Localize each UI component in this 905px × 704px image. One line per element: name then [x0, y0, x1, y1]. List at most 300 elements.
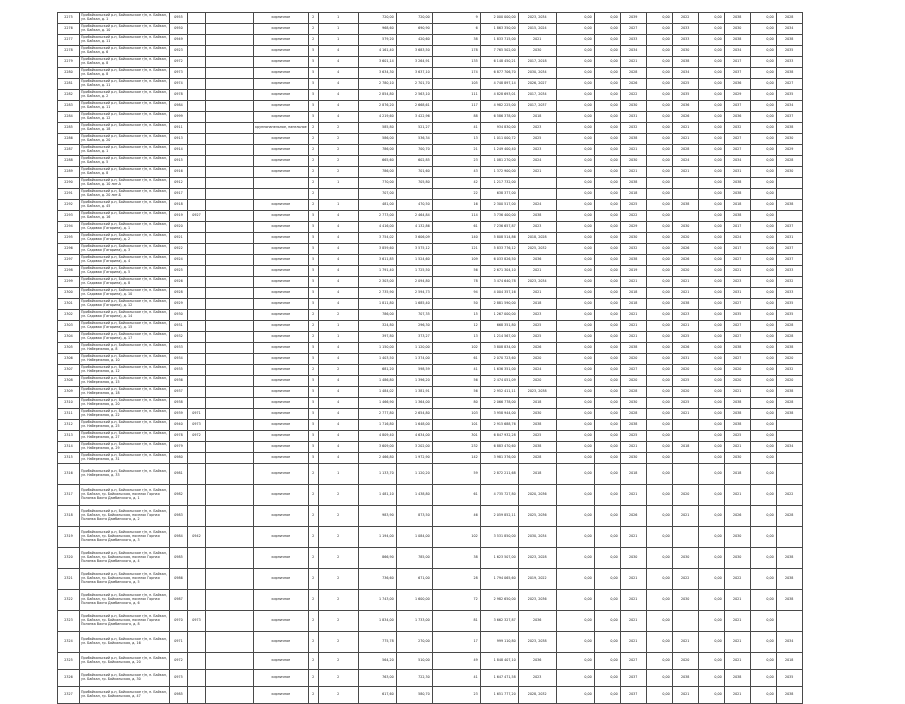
value-cell: 0,00	[750, 310, 776, 321]
residents-cell: 41	[432, 123, 480, 134]
entrances-cell: 4	[318, 453, 358, 464]
floors-cell: 2	[308, 653, 318, 670]
year-cell: 2030	[724, 527, 750, 548]
table-row	[58, 453, 803, 464]
row-number: 2327	[58, 687, 80, 704]
row-number: 2285	[58, 123, 80, 134]
code2-cell	[188, 90, 206, 101]
value-cell: 0,00	[646, 233, 672, 244]
code2-cell	[188, 332, 206, 343]
year-cell: 2037	[724, 101, 750, 112]
repair-years-cell: 2023	[518, 222, 556, 233]
address-cell: Прибайкальский р-н, Байкальское г/п, п. Байкал, ул. Байкал, д. 8	[80, 57, 170, 68]
code2-cell	[188, 288, 206, 299]
cost-cell: 3 958 944,00	[480, 409, 518, 420]
table-row	[58, 255, 803, 266]
living-area-cell: 1 685,40	[396, 299, 432, 310]
value-cell: 0,00	[698, 24, 724, 35]
code2-cell	[188, 101, 206, 112]
year-cell: 2030	[776, 134, 802, 145]
value-cell: 0,00	[646, 123, 672, 134]
entrances-cell: 4	[318, 112, 358, 123]
year-cell: 2029	[776, 145, 802, 156]
address-cell: Прибайкальский р-н, Байкальское г/п, п. Байкал, ул. Садовая (Гагарина), д. 4	[80, 255, 170, 266]
empty-cell	[206, 288, 254, 299]
year-cell: 2022	[776, 485, 802, 506]
row-number: 2291	[58, 189, 80, 200]
year-cell: 2033	[776, 266, 802, 277]
year-cell: 2027	[724, 255, 750, 266]
empty-cell	[206, 590, 254, 611]
code-cell: 0921	[170, 233, 188, 244]
floors-cell: 2	[308, 13, 318, 24]
cost-cell: 2 474 051,09	[480, 376, 518, 387]
wear-cell: 0,00	[556, 453, 594, 464]
residents-cell: 13	[432, 332, 480, 343]
wall-material-cell: кирпичное	[254, 611, 309, 632]
wear-cell: 0,00	[556, 277, 594, 288]
year-cell: 2020	[724, 376, 750, 387]
year-cell: 2035	[776, 670, 802, 687]
address-cell: Прибайкальский р-н, Байкальское г/п, п. Байкал, ул. Садовая (Гагарина), д. 8	[80, 277, 170, 288]
year-cell: 2030	[672, 590, 698, 611]
floors-cell: 5	[308, 376, 318, 387]
code-cell: 0937	[170, 387, 188, 398]
value-cell: 0,00	[750, 288, 776, 299]
residents-cell: 109	[432, 255, 480, 266]
value-cell: 0,00	[594, 134, 620, 145]
value-cell: 0,00	[750, 527, 776, 548]
living-area-cell: 1 725,50	[396, 266, 432, 277]
row-number: 2306	[58, 354, 80, 365]
living-area-cell: 1 438,80	[396, 485, 432, 506]
value-cell: 0,00	[698, 277, 724, 288]
wall-material-cell: кирпичное	[254, 211, 309, 222]
total-area-cell: 4 219,60	[358, 112, 396, 123]
wall-material-cell: кирпичное	[254, 653, 309, 670]
empty-cell	[206, 343, 254, 354]
wall-material-cell: кирпичное	[254, 288, 309, 299]
year-cell: 2038	[672, 299, 698, 310]
residents-cell: 232	[432, 442, 480, 453]
year-cell: 2031	[620, 112, 646, 123]
row-number: 2276	[58, 24, 80, 35]
repair-years-cell: 2026, 2027	[518, 79, 556, 90]
year-cell: 2033	[620, 35, 646, 46]
living-area-cell: 2 563,10	[396, 90, 432, 101]
row-number: 2293	[58, 211, 80, 222]
year-cell: 2025	[672, 376, 698, 387]
value-cell: 0,00	[594, 387, 620, 398]
wear-cell: 0,00	[556, 233, 594, 244]
floors-cell: 5	[308, 233, 318, 244]
wall-material-cell: кирпичное	[254, 527, 309, 548]
row-number: 2298	[58, 266, 80, 277]
total-area-cell: 2 303,00	[358, 277, 396, 288]
empty-cell	[206, 485, 254, 506]
living-area-cell: 3 202,00	[396, 442, 432, 453]
empty-cell	[206, 112, 254, 123]
cost-cell: 1 833 715,00	[480, 35, 518, 46]
empty-cell	[206, 134, 254, 145]
year-cell: 2020	[620, 354, 646, 365]
value-cell: 0,00	[594, 112, 620, 123]
table-row	[58, 442, 803, 453]
row-number: 2283	[58, 101, 80, 112]
year-cell: 2037	[776, 255, 802, 266]
entrances-cell: 4	[318, 442, 358, 453]
year-cell: 2034	[620, 46, 646, 57]
year-cell	[776, 178, 802, 189]
year-cell: 2021	[620, 332, 646, 343]
repair-years-cell: 2025	[518, 321, 556, 332]
value-cell: 0,00	[594, 653, 620, 670]
value-cell: 0,00	[646, 453, 672, 464]
cost-cell: 1 217 732,00	[480, 178, 518, 189]
value-cell: 0,00	[646, 79, 672, 90]
year-cell: 2021	[672, 167, 698, 178]
code2-cell: 0973	[188, 420, 206, 431]
value-cell: 0,00	[594, 68, 620, 79]
value-cell: 0,00	[698, 145, 724, 156]
value-cell: 0,00	[594, 46, 620, 57]
value-cell: 0,00	[750, 134, 776, 145]
residents-cell: 135	[432, 57, 480, 68]
repair-years-cell: 2018, 2028	[518, 233, 556, 244]
residents-cell: 142	[432, 453, 480, 464]
cost-cell: 6 883 470,60	[480, 442, 518, 453]
value-cell: 0,00	[698, 398, 724, 409]
value-cell: 0,00	[594, 79, 620, 90]
value-cell: 0,00	[646, 569, 672, 590]
year-cell: 2026	[724, 506, 750, 527]
address-cell: Прибайкальский р-н, Байкальское г/п, п. Байкал, ул. Байкал, д. 8	[80, 68, 170, 79]
total-area-cell: 579,20	[358, 35, 396, 46]
living-area-cell: 1 733,00	[396, 611, 432, 632]
value-cell: 0,00	[646, 310, 672, 321]
total-area-cell: 617,60	[358, 687, 396, 704]
repair-years-cell: 2026	[518, 343, 556, 354]
entrances-cell: 2	[318, 485, 358, 506]
value-cell: 0,00	[594, 611, 620, 632]
value-cell: 0,00	[698, 590, 724, 611]
year-cell: 2038	[672, 200, 698, 211]
entrances-cell: 1	[318, 24, 358, 35]
address-cell: Прибайкальский р-н, Байкальское г/п, п. Байкал, ул. Байкал, д. 6	[80, 46, 170, 57]
living-area-cell: 701,60	[396, 167, 432, 178]
living-area-cell: 785,00	[396, 548, 432, 569]
value-cell: 0,00	[750, 343, 776, 354]
year-cell: 2017	[724, 244, 750, 255]
cost-cell: 2 070 723,60	[480, 354, 518, 365]
wall-material-cell	[254, 189, 309, 200]
year-cell: 2026	[672, 255, 698, 266]
table-row	[58, 200, 803, 211]
row-number: 2316	[58, 464, 80, 485]
cost-cell: 5 833 776,12	[480, 244, 518, 255]
wear-cell: 0,00	[556, 200, 594, 211]
year-cell: 2037	[620, 670, 646, 687]
year-cell: 2021	[724, 590, 750, 611]
wear-cell: 0,00	[556, 670, 594, 687]
residents-cell: 61	[432, 222, 480, 233]
value-cell: 0,00	[646, 527, 672, 548]
residents-cell: 121	[432, 244, 480, 255]
value-cell: 0,00	[594, 343, 620, 354]
code2-cell	[188, 299, 206, 310]
year-cell	[672, 420, 698, 431]
repair-years-cell: 2023, 2038	[518, 632, 556, 653]
value-cell: 0,00	[698, 409, 724, 420]
empty-cell	[206, 464, 254, 485]
year-cell: 2025	[672, 79, 698, 90]
living-area-cell: 722,30	[396, 670, 432, 687]
table-row	[58, 123, 803, 134]
value-cell: 0,00	[594, 590, 620, 611]
year-cell: 2038	[672, 57, 698, 68]
entrances-cell: 4	[318, 222, 358, 233]
year-cell: 2030	[724, 24, 750, 35]
value-cell: 0,00	[646, 13, 672, 24]
repair-years-cell: 2036	[518, 653, 556, 670]
year-cell: 2026	[672, 244, 698, 255]
table-row	[58, 277, 803, 288]
cost-cell: 1 647 471,58	[480, 670, 518, 687]
row-number: 2324	[58, 632, 80, 653]
value-cell: 0,00	[594, 233, 620, 244]
living-area-cell: 1 120,00	[396, 343, 432, 354]
address-cell: Прибайкальский р-н, Байкальское г/п, п. Байкал, ул. Садовая (Гагарина), д. 15	[80, 321, 170, 332]
table-row	[58, 134, 803, 145]
year-cell	[672, 189, 698, 200]
cost-cell: 3 474 640,78	[480, 277, 518, 288]
year-cell: 2024	[672, 156, 698, 167]
value-cell: 0,00	[750, 464, 776, 485]
total-area-cell: 3 859,60	[358, 244, 396, 255]
living-area-cell: 720,00	[396, 13, 432, 24]
value-cell: 0,00	[646, 485, 672, 506]
residents-cell: 78	[432, 277, 480, 288]
address-cell: Прибайкальский р-н, Байкальское г/п, п. Байкал, ул. Садовая (Гагарина), д. 10	[80, 288, 170, 299]
wear-cell: 0,00	[556, 244, 594, 255]
living-area-cell: 1 648,00	[396, 420, 432, 431]
year-cell: 2028	[620, 409, 646, 420]
value-cell: 0,00	[750, 244, 776, 255]
value-cell: 0,00	[750, 409, 776, 420]
wear-cell: 0,00	[556, 134, 594, 145]
code2-cell: 0942	[188, 527, 206, 548]
year-cell: 2034	[724, 46, 750, 57]
total-area-cell: 786,00	[358, 167, 396, 178]
year-cell: 2021	[620, 442, 646, 453]
value-cell: 0,00	[594, 527, 620, 548]
year-cell: 2038	[724, 420, 750, 431]
wall-material-cell: кирпичное	[254, 442, 309, 453]
repair-years-cell: 2017, 2034	[518, 90, 556, 101]
repair-years-cell: 2021	[518, 288, 556, 299]
code-cell: 0978	[170, 90, 188, 101]
cost-cell: 4 004 357,16	[480, 288, 518, 299]
total-area-cell: 1 133,70	[358, 464, 396, 485]
year-cell: 2039	[620, 13, 646, 24]
value-cell: 0,00	[594, 24, 620, 35]
address-cell: Прибайкальский р-н, Байкальское г/п, п. Байкал, ул. Байкал, д. 2	[80, 90, 170, 101]
wall-material-cell: кирпичное	[254, 310, 309, 321]
wear-cell: 0,00	[556, 299, 594, 310]
value-cell: 0,00	[698, 101, 724, 112]
wear-cell: 0,00	[556, 332, 594, 343]
residents-cell: 49	[432, 653, 480, 670]
code-cell: 0974	[170, 79, 188, 90]
total-area-cell: 2 780,10	[358, 79, 396, 90]
code2-cell	[188, 453, 206, 464]
entrances-cell: 4	[318, 79, 358, 90]
value-cell: 0,00	[750, 653, 776, 670]
residents-cell: 41	[432, 670, 480, 687]
wear-cell: 0,00	[556, 485, 594, 506]
value-cell: 0,00	[646, 277, 672, 288]
cost-cell: 1 267 000,00	[480, 310, 518, 321]
residents-cell: 117	[432, 101, 480, 112]
code-cell: 0985	[170, 687, 188, 704]
repair-years-cell: 2038	[518, 442, 556, 453]
row-number: 2295	[58, 233, 80, 244]
wear-cell: 0,00	[556, 442, 594, 453]
year-cell: 2035	[776, 46, 802, 57]
code-cell: 0931	[170, 321, 188, 332]
value-cell: 0,00	[698, 266, 724, 277]
total-area-cell: 2 773,00	[358, 211, 396, 222]
year-cell: 2035	[724, 310, 750, 321]
code2-cell	[188, 46, 206, 57]
row-number: 2288	[58, 156, 80, 167]
year-cell: 2021	[672, 134, 698, 145]
living-area-cell: 700,70	[396, 145, 432, 156]
address-cell: Прибайкальский р-н, Байкальское г/п, п. Байкал, ул. Байкал, д. 12	[80, 112, 170, 123]
year-cell: 2038	[620, 255, 646, 266]
empty-cell	[206, 420, 254, 431]
residents-cell: 38	[432, 548, 480, 569]
repair-years-cell: 2023, 2038	[518, 387, 556, 398]
wear-cell: 0,00	[556, 376, 594, 387]
code-cell: 0981	[170, 464, 188, 485]
living-area-cell: 536,34	[396, 134, 432, 145]
total-area-cell: 968,60	[358, 24, 396, 35]
year-cell: 2027	[776, 79, 802, 90]
table-row	[58, 13, 803, 24]
year-cell: 2038	[724, 13, 750, 24]
year-cell: 2022	[672, 13, 698, 24]
year-cell: 2027	[724, 321, 750, 332]
value-cell: 0,00	[750, 13, 776, 24]
entrances-cell: 4	[318, 354, 358, 365]
address-cell: Прибайкальский р-н, Байкальское г/п, п. Байкал, ул. Садовая (Гагарина), д. 3	[80, 244, 170, 255]
floors-cell: 5	[308, 255, 318, 266]
cost-cell: 2 872 211,68	[480, 464, 518, 485]
living-area-cell: 2 464,84	[396, 211, 432, 222]
wear-cell: 0,00	[556, 310, 594, 321]
year-cell: 2020	[776, 376, 802, 387]
wear-cell: 0,00	[556, 464, 594, 485]
code-cell: 0982	[170, 485, 188, 506]
value-cell: 0,00	[750, 90, 776, 101]
cost-cell: 2 982 650,00	[480, 590, 518, 611]
year-cell: 2038	[724, 398, 750, 409]
value-cell: 0,00	[646, 365, 672, 376]
address-cell: Прибайкальский р-н, Байкальское г/п, п. Байкал, ул. Байкал, гр. Байкальская, поселок Горная Полянка Вахта Дамбинского, д. 1	[80, 485, 170, 506]
floors-cell: 5	[308, 288, 318, 299]
repair-years-cell	[518, 189, 556, 200]
year-cell: 2031	[724, 288, 750, 299]
wall-material-cell: кирпичное	[254, 156, 309, 167]
year-cell: 2031	[672, 354, 698, 365]
table-row	[58, 611, 803, 632]
wear-cell: 0,00	[556, 112, 594, 123]
floors-cell: 5	[308, 57, 318, 68]
cost-cell: 3 736 400,00	[480, 211, 518, 222]
value-cell: 0,00	[594, 57, 620, 68]
address-cell: Прибайкальский р-н, Байкальское г/п, п. Байкал, ул. Набережная, д. 8	[80, 343, 170, 354]
wall-material-cell: кирпичное	[254, 398, 309, 409]
living-area-cell: 690,90	[396, 24, 432, 35]
address-cell: Прибайкальский р-н, Байкальское г/п, п. Байкал, ул. Байкал, д. 10 лит.А	[80, 178, 170, 189]
floors-cell: 5	[308, 299, 318, 310]
code2-cell	[188, 112, 206, 123]
address-cell: Прибайкальский р-н, Байкальское г/п, п. Байкал, ул. Байкал, гр. Байкальская, д. 30	[80, 670, 170, 687]
row-number: 2313	[58, 431, 80, 442]
address-cell: Прибайкальский р-н, Байкальское г/п, п. Байкал, ул. Набережная, д. 20	[80, 398, 170, 409]
year-cell: 2020	[672, 365, 698, 376]
value-cell: 0,00	[698, 167, 724, 178]
repair-years-cell: 2023, 2028	[518, 548, 556, 569]
repair-years-cell: 2023, 2034	[518, 13, 556, 24]
wall-material-cell: кирпичное	[254, 46, 309, 57]
code2-cell	[188, 233, 206, 244]
wear-cell: 0,00	[556, 632, 594, 653]
table-row	[58, 288, 803, 299]
table-row	[58, 398, 803, 409]
total-area-cell: 3 611,85	[358, 255, 396, 266]
repair-years-cell: 2019, 2022	[518, 569, 556, 590]
wall-material-cell: кирпичное	[254, 343, 309, 354]
value-cell: 0,00	[750, 46, 776, 57]
living-area-cell: 4 132,86	[396, 222, 432, 233]
living-area-cell: 2 668,61	[396, 101, 432, 112]
year-cell	[672, 453, 698, 464]
year-cell	[672, 178, 698, 189]
year-cell: 2034	[776, 101, 802, 112]
wear-cell: 0,00	[556, 79, 594, 90]
year-cell: 2030	[620, 398, 646, 409]
value-cell: 0,00	[750, 431, 776, 442]
table-row	[58, 145, 803, 156]
address-cell: Прибайкальский р-н, Байкальское г/п, п. Байкал, ул. Садовая (Гагарина), д. 1	[80, 222, 170, 233]
repair-years-cell: 2017, 2018	[518, 57, 556, 68]
value-cell: 0,00	[594, 178, 620, 189]
total-area-cell: 1 194,00	[358, 527, 396, 548]
year-cell: 2027	[724, 134, 750, 145]
table-row	[58, 321, 803, 332]
year-cell	[776, 464, 802, 485]
code-cell: 0935	[170, 365, 188, 376]
year-cell: 2031	[776, 233, 802, 244]
address-cell: Прибайкальский р-н, Байкальское г/п, п. Байкал, ул. Садовая (Гагарина), д. 14	[80, 310, 170, 321]
year-cell: 2037	[776, 112, 802, 123]
entrances-cell: 1	[318, 178, 358, 189]
value-cell: 0,00	[594, 211, 620, 222]
living-area-cell: 470,50	[396, 200, 432, 211]
code2-cell	[188, 310, 206, 321]
